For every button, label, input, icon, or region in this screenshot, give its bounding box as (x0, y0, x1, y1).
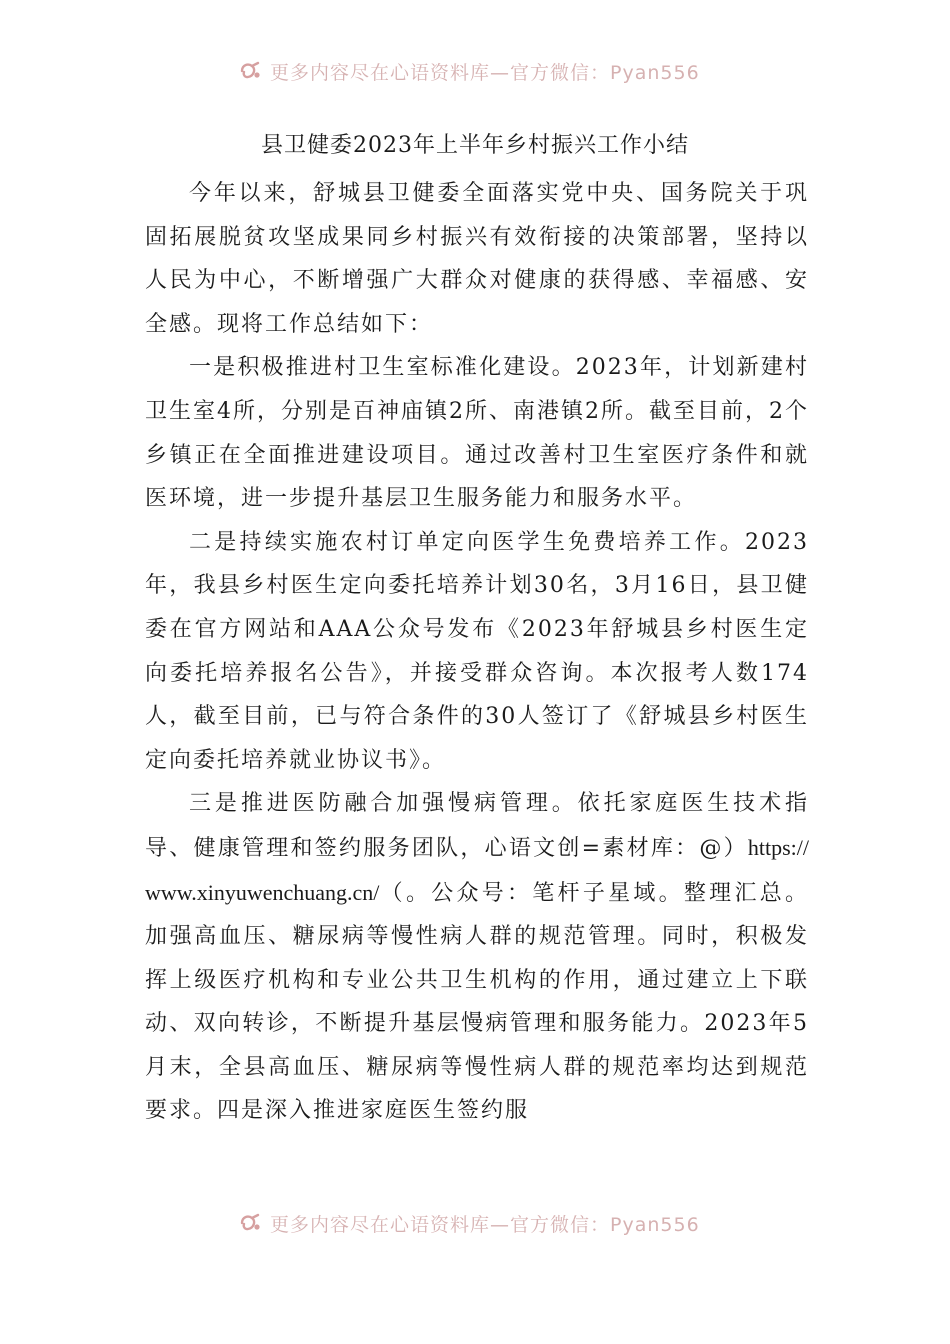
paragraph-chronic-text-a: 三是推进医防融合加强慢病管理。依托家庭医生技术指导、健康管理和签约服务团队，心语文创=素材库：@） (145, 791, 809, 861)
paragraph-chronic-text-b: （。公众号：笔杆子星域。整理汇总。加强高血压、糖尿病等慢性病人群的规范管理。同时，积极发挥上级医疗机构和专业公共卫生机构的作用，通过建立上下联动、双向转诊，不断提升基层慢病管理和服务能力。2023年5月末，全县高血压、糖尿病等慢性病人群的规范率均达到规范要求。四是深入推进家庭医生签约服 (145, 880, 809, 1124)
watermark-footer (0, 1208, 950, 1238)
watermark-text: 更多内容尽在心语资料库—官方微信：Pyan556 (270, 61, 700, 84)
watermark-text: 更多内容尽在心语资料库—官方微信：Pyan556 (270, 1213, 700, 1236)
paragraph-intro: 今年以来，舒城县卫健委全面落实党中央、国务院关于巩固拓展脱贫攻坚成果同乡村振兴有效衔接的决策部署，坚持以人民为中心，不断增强广大群众对健康的获得感、幸福感、安全感。现将工作总结如下： (145, 181, 809, 337)
brand-logo-icon (238, 1212, 262, 1234)
paragraph-chronic-disease (145, 782, 809, 1133)
paragraph-doctor-training: 二是持续实施农村订单定向医学生免费培养工作。2023年，我县乡村医生定向委托培养计划30名，3月16日，县卫健委在官方网站和AAA公众号发布《2023年舒城县乡村医生定向委托培养报名公告》，并接受群众咨询。本次报考人数174人，截至目前，已与符合条件的30人签订了《舒城县乡村医生定向委托培养就业协议书》。 (145, 529, 809, 773)
watermark-header (0, 56, 950, 86)
document-body (145, 172, 809, 1133)
document-title: 县卫健委2023年上半年乡村振兴工作小结 (261, 133, 689, 158)
brand-logo-icon (238, 60, 262, 82)
source-url: https://www.xinyuwenchuang.cn/ (145, 834, 809, 905)
paragraph-clinic-construction: 一是积极推进村卫生室标准化建设。2023年，计划新建村卫生室4所，分别是百神庙镇2所、南港镇2所。截至目前，2个乡镇正在全面推进建设项目。通过改善村卫生室医疗条件和就医环境，进一步提升基层卫生服务能力和服务水平。 (145, 355, 809, 512)
